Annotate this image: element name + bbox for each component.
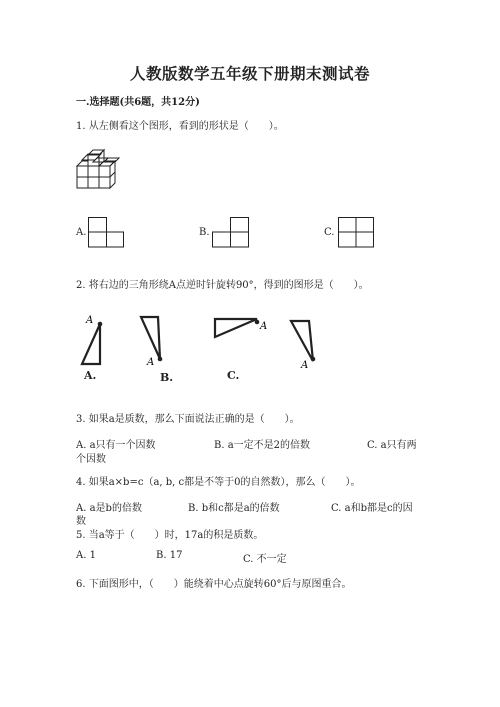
q3-option-c: C. a只有两 xyxy=(367,440,417,451)
q2-option-b-label: B. xyxy=(160,371,174,384)
question-1-stem: 1. 从左侧看这个图形，看到的形状是（ ）。 xyxy=(76,121,284,132)
q1-solid-figure xyxy=(76,152,132,192)
q3-option-c-wrap: 个因数 xyxy=(76,454,106,465)
q2-original-triangle xyxy=(80,312,110,370)
q1-option-b-figure xyxy=(212,217,250,248)
q2-option-c-point-label: A xyxy=(260,321,268,332)
question-2-stem: 2. 将右边的三角形绕A点逆时针旋转90°，得到的图形是（ ）。 xyxy=(76,280,369,291)
q2-option-d-triangle xyxy=(289,315,319,373)
q2-option-c-triangle xyxy=(213,313,268,343)
q1-option-c-label: C. xyxy=(324,227,335,238)
q2-option-c-label: C. xyxy=(227,369,240,382)
q1-option-b-label: B. xyxy=(199,227,210,238)
page-title: 人教版数学五年级下册期末测试卷 xyxy=(129,64,370,83)
q3-option-b: B. a一定不是2的倍数 xyxy=(214,440,311,451)
section-heading: 一.选择题(共6题，共12分) xyxy=(76,97,200,108)
q1-option-a-figure xyxy=(88,217,125,248)
question-3-stem: 3. 如果a是质数，那么下面说法正确的是（ ）。 xyxy=(76,414,300,425)
q1-option-c-figure xyxy=(338,217,375,248)
q2-option-b-point-label: A xyxy=(147,357,155,368)
q5-option-a: A. 1 xyxy=(76,550,96,561)
q2-option-a-label: A. xyxy=(84,369,97,382)
q4-option-c-wrap: 数 xyxy=(76,516,86,527)
question-6-stem: 6. 下面图形中，（ ）能绕着中心点旋转60°后与原图重合。 xyxy=(76,579,352,590)
q2-option-d-point-label: A xyxy=(301,360,309,371)
q5-option-c: C. 不一定 xyxy=(243,554,287,565)
q2-option-b-triangle xyxy=(138,313,168,369)
question-4-stem: 4. 如果a×b=c（a, b, c都是不等于0的自然数），那么（ ）。 xyxy=(76,477,361,488)
q5-option-b: B. 17 xyxy=(156,550,183,561)
q4-option-c: C. a和b都是c的因 xyxy=(331,503,413,514)
question-5-stem: 5. 当a等于（ ）时，17a的积是质数。 xyxy=(76,530,264,541)
q3-option-a: A. a只有一个因数 xyxy=(76,440,156,451)
q2-point-a-label: A xyxy=(86,315,94,326)
q1-option-a-label: A. xyxy=(76,227,87,238)
q4-option-a: A. a是b的倍数 xyxy=(76,503,142,514)
q4-option-b: B. b和c都是a的倍数 xyxy=(188,503,280,514)
